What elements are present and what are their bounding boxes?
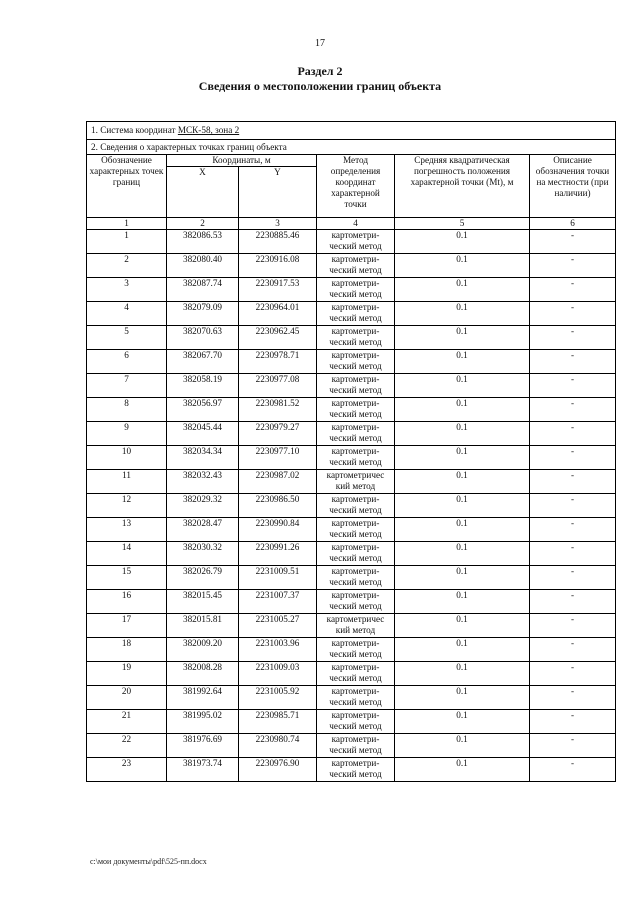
coord-x: 382026.79 [167, 566, 239, 590]
description: - [530, 302, 616, 326]
method: картометри-ческий метод [317, 350, 395, 374]
coord-x: 382030.32 [167, 542, 239, 566]
point-number: 1 [87, 230, 167, 254]
table-row [87, 566, 616, 590]
coord-x: 382032.43 [167, 470, 239, 494]
method: картометри-ческий метод [317, 518, 395, 542]
method: картометри-ческий метод [317, 446, 395, 470]
table-row [87, 398, 616, 422]
table-row [87, 662, 616, 686]
point-number: 19 [87, 662, 167, 686]
section-heading [0, 64, 640, 94]
accuracy: 0.1 [395, 614, 530, 638]
column-number-row [87, 218, 616, 230]
table-row [87, 422, 616, 446]
accuracy: 0.1 [395, 734, 530, 758]
coord-x: 382067.70 [167, 350, 239, 374]
point-number: 8 [87, 398, 167, 422]
coord-x: 382056.97 [167, 398, 239, 422]
description: - [530, 518, 616, 542]
point-number: 11 [87, 470, 167, 494]
table-row [87, 350, 616, 374]
point-number: 17 [87, 614, 167, 638]
point-number: 9 [87, 422, 167, 446]
description: - [530, 686, 616, 710]
table-row [87, 518, 616, 542]
column-number: 1 [87, 218, 167, 230]
point-number: 16 [87, 590, 167, 614]
coord-x: 382079.09 [167, 302, 239, 326]
method: картометри-ческий метод [317, 710, 395, 734]
coord-y: 2230978.71 [239, 350, 317, 374]
method: картометри-ческий метод [317, 278, 395, 302]
coord-x: 382070.63 [167, 326, 239, 350]
coord-y: 2230980.74 [239, 734, 317, 758]
coord-y: 2230885.46 [239, 230, 317, 254]
accuracy: 0.1 [395, 470, 530, 494]
header-x: X [167, 167, 239, 218]
description: - [530, 710, 616, 734]
description: - [530, 326, 616, 350]
point-number: 4 [87, 302, 167, 326]
point-number: 23 [87, 758, 167, 782]
point-number: 22 [87, 734, 167, 758]
accuracy: 0.1 [395, 254, 530, 278]
accuracy: 0.1 [395, 230, 530, 254]
coord-y: 2230917.53 [239, 278, 317, 302]
accuracy: 0.1 [395, 758, 530, 782]
coord-x: 381995.02 [167, 710, 239, 734]
coord-y: 2230964.01 [239, 302, 317, 326]
point-number: 10 [87, 446, 167, 470]
point-number: 13 [87, 518, 167, 542]
table-row [87, 470, 616, 494]
coord-x: 382086.53 [167, 230, 239, 254]
point-number: 12 [87, 494, 167, 518]
table-row [87, 374, 616, 398]
accuracy: 0.1 [395, 542, 530, 566]
coord-x: 381976.69 [167, 734, 239, 758]
method: картометри-ческий метод [317, 662, 395, 686]
accuracy: 0.1 [395, 278, 530, 302]
table-row [87, 686, 616, 710]
table-row [87, 542, 616, 566]
description: - [530, 542, 616, 566]
method: картометри-ческий метод [317, 374, 395, 398]
header-designation: Обозначение характерных точек границ [87, 155, 167, 218]
section-title: Раздел 2 [297, 64, 343, 78]
description: - [530, 278, 616, 302]
accuracy: 0.1 [395, 374, 530, 398]
method: картометри-ческий метод [317, 326, 395, 350]
method: картометри-ческий метод [317, 686, 395, 710]
coord-x: 382034.34 [167, 446, 239, 470]
description: - [530, 566, 616, 590]
coord-y: 2230976.90 [239, 758, 317, 782]
column-number: 6 [530, 218, 616, 230]
coord-x: 382015.45 [167, 590, 239, 614]
points-section-row [87, 140, 616, 155]
table-row [87, 230, 616, 254]
description: - [530, 614, 616, 638]
method: картометри-ческий метод [317, 590, 395, 614]
method: картометри-ческий метод [317, 494, 395, 518]
coordinate-system-row [87, 122, 616, 140]
method: картометри-ческий метод [317, 230, 395, 254]
table-row [87, 710, 616, 734]
accuracy: 0.1 [395, 302, 530, 326]
coord-x: 382009.20 [167, 638, 239, 662]
page-number: 17 [315, 38, 325, 49]
description: - [530, 734, 616, 758]
point-number: 7 [87, 374, 167, 398]
coord-y: 2231007.37 [239, 590, 317, 614]
coord-y: 2230986.50 [239, 494, 317, 518]
description: - [530, 470, 616, 494]
description: - [530, 374, 616, 398]
accuracy: 0.1 [395, 422, 530, 446]
table-row [87, 734, 616, 758]
point-number: 2 [87, 254, 167, 278]
coord-y: 2230981.52 [239, 398, 317, 422]
description: - [530, 398, 616, 422]
header-y: Y [239, 167, 317, 218]
method: картометри-ческий метод [317, 422, 395, 446]
table-row [87, 326, 616, 350]
description: - [530, 662, 616, 686]
boundary-points-table [86, 121, 616, 782]
point-number: 5 [87, 326, 167, 350]
coord-y: 2231005.92 [239, 686, 317, 710]
coord-x: 382015.81 [167, 614, 239, 638]
point-number: 15 [87, 566, 167, 590]
coordinate-system-label: 1. Система координат [91, 125, 176, 135]
coord-x: 382029.32 [167, 494, 239, 518]
column-number: 2 [167, 218, 239, 230]
accuracy: 0.1 [395, 590, 530, 614]
description: - [530, 758, 616, 782]
coord-y: 2230962.45 [239, 326, 317, 350]
coord-x: 382028.47 [167, 518, 239, 542]
description: - [530, 230, 616, 254]
point-number: 14 [87, 542, 167, 566]
table-row [87, 446, 616, 470]
points-section-label: 2. Сведения о характерных точках границ объекта [87, 140, 616, 155]
file-path-footer: c:\мои документы\pdf\525-пп.docx [90, 857, 207, 866]
accuracy: 0.1 [395, 350, 530, 374]
coord-y: 2230985.71 [239, 710, 317, 734]
accuracy: 0.1 [395, 710, 530, 734]
coord-x: 382045.44 [167, 422, 239, 446]
method: картометри-ческий метод [317, 542, 395, 566]
method: картометри-ческий метод [317, 566, 395, 590]
point-number: 6 [87, 350, 167, 374]
description: - [530, 254, 616, 278]
column-number: 5 [395, 218, 530, 230]
method: картометри-ческий метод [317, 638, 395, 662]
coord-x: 382058.19 [167, 374, 239, 398]
header-accuracy: Средняя квадратическая погрешность положения характерной точки (Мt), м [395, 155, 530, 218]
header-row [87, 155, 616, 167]
coord-x: 381992.64 [167, 686, 239, 710]
description: - [530, 446, 616, 470]
method: картометри-ческий метод [317, 398, 395, 422]
table-row [87, 638, 616, 662]
accuracy: 0.1 [395, 566, 530, 590]
table-row [87, 278, 616, 302]
accuracy: 0.1 [395, 446, 530, 470]
table-row [87, 254, 616, 278]
method: картометричес кий метод [317, 470, 395, 494]
column-number: 4 [317, 218, 395, 230]
coordinate-system-value: МСК-58, зона 2 [177, 125, 240, 135]
accuracy: 0.1 [395, 662, 530, 686]
table-row [87, 590, 616, 614]
description: - [530, 350, 616, 374]
point-number: 20 [87, 686, 167, 710]
header-method: Метод определения координат характерной точки [317, 155, 395, 218]
method: картометри-ческий метод [317, 254, 395, 278]
accuracy: 0.1 [395, 518, 530, 542]
method: картометри-ческий метод [317, 734, 395, 758]
accuracy: 0.1 [395, 686, 530, 710]
description: - [530, 590, 616, 614]
table-row [87, 758, 616, 782]
accuracy: 0.1 [395, 398, 530, 422]
coord-y: 2230977.10 [239, 446, 317, 470]
coord-x: 381973.74 [167, 758, 239, 782]
table-row [87, 614, 616, 638]
header-coordinates: Координаты, м [167, 155, 317, 167]
table-row [87, 494, 616, 518]
coord-y: 2230990.84 [239, 518, 317, 542]
description: - [530, 638, 616, 662]
coord-y: 2230991.26 [239, 542, 317, 566]
description: - [530, 494, 616, 518]
coord-x: 382008.28 [167, 662, 239, 686]
coord-y: 2230979.27 [239, 422, 317, 446]
point-number: 21 [87, 710, 167, 734]
coord-x: 382087.74 [167, 278, 239, 302]
accuracy: 0.1 [395, 638, 530, 662]
table-row [87, 302, 616, 326]
method: картометричес кий метод [317, 614, 395, 638]
method: картометри-ческий метод [317, 758, 395, 782]
coord-y: 2230916.08 [239, 254, 317, 278]
point-number: 3 [87, 278, 167, 302]
header-description: Описание обозначения точки на местности (при наличии) [530, 155, 616, 218]
coord-x: 382080.40 [167, 254, 239, 278]
column-number: 3 [239, 218, 317, 230]
accuracy: 0.1 [395, 494, 530, 518]
coord-y: 2230987.02 [239, 470, 317, 494]
point-number: 18 [87, 638, 167, 662]
method: картометри-ческий метод [317, 302, 395, 326]
coord-y: 2231005.27 [239, 614, 317, 638]
accuracy: 0.1 [395, 326, 530, 350]
section-subtitle: Сведения о местоположении границ объекта [198, 79, 442, 93]
coord-y: 2231009.51 [239, 566, 317, 590]
coord-y: 2230977.08 [239, 374, 317, 398]
description: - [530, 422, 616, 446]
coord-y: 2231009.03 [239, 662, 317, 686]
coord-y: 2231003.96 [239, 638, 317, 662]
